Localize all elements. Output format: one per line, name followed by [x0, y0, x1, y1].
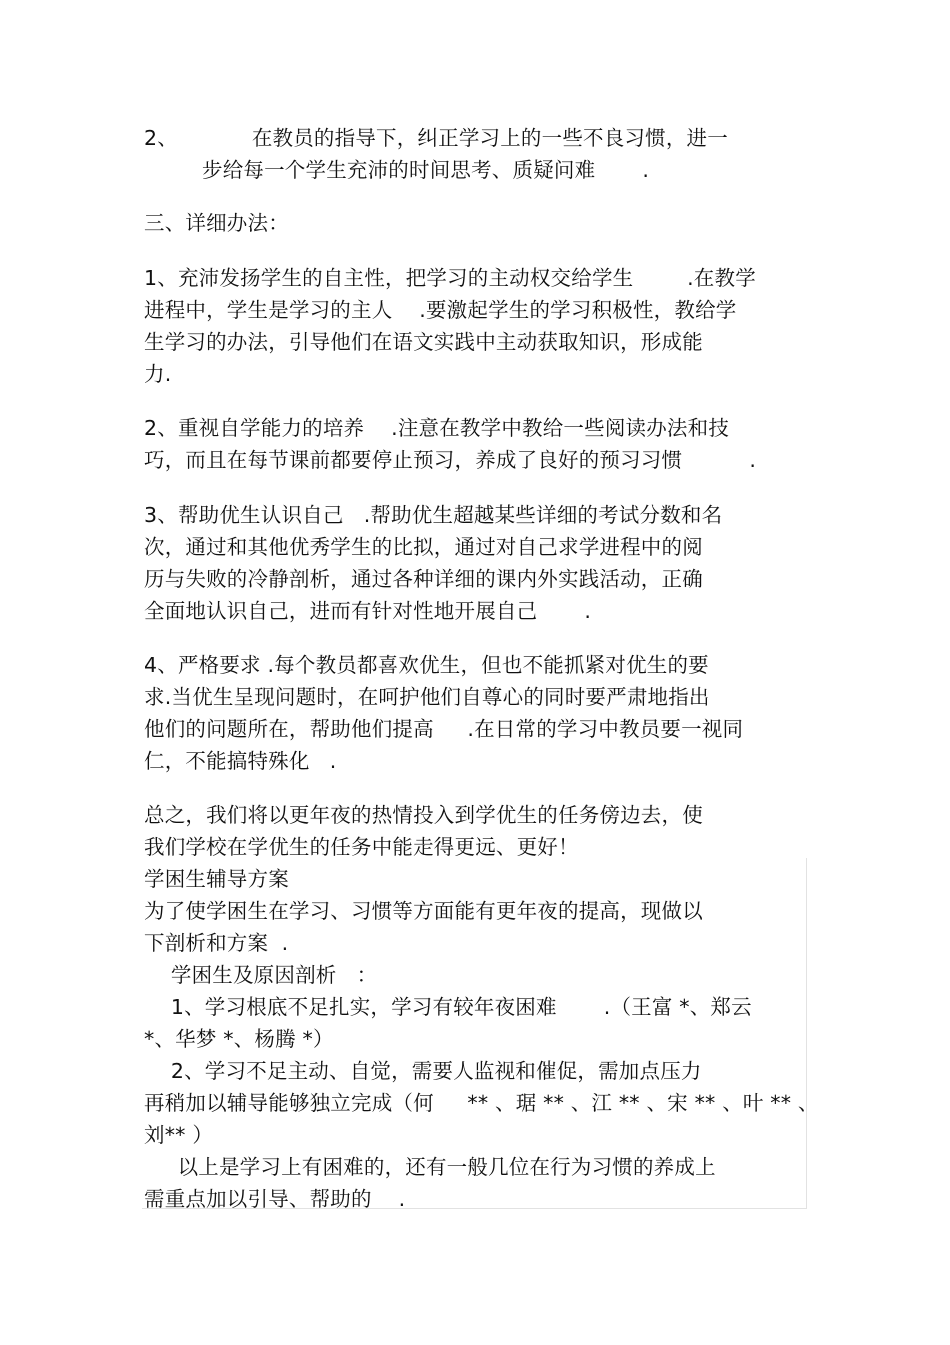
text-line: 进程中，学生是学习的主人 .要激起学生的学习积极性，教给学	[144, 298, 737, 322]
text-line: 3、帮助优生认识自己 .帮助优生超越某些详细的考试分数和名	[144, 503, 723, 527]
text-line: 力.	[144, 362, 172, 386]
text-line: 2、学习不足主动、自觉，需要人监视和催促，需加点压力	[144, 1059, 702, 1083]
text-line: 生学习的办法，引导他们在语文实践中主动获取知识，形成能	[144, 330, 703, 354]
text-line: 下剖析和方案 .	[144, 931, 289, 955]
text-line: 总之，我们将以更年夜的热情投入到学优生的任务傍边去，使	[144, 803, 703, 827]
text-line: 再稍加以辅导能够独立完成（何 ** 、琚 ** 、江 ** 、宋 ** 、叶 ** 、	[144, 1091, 819, 1115]
plan-title: 学困生辅导方案	[144, 867, 289, 891]
text-line: 刘** ）	[144, 1123, 214, 1147]
text-line: *、华梦 *、杨腾 *）	[144, 1027, 334, 1051]
text-line: 次，通过和其他优秀学生的比拟，通过对自己求学进程中的阅	[144, 535, 703, 559]
text-line: 步给每一个学生充沛的时间思考、质疑问难 .	[202, 158, 650, 182]
text-line: 巧，而且在每节课前都要停止预习，养成了良好的预习习惯 .	[144, 448, 757, 472]
text-line: 2、 在教员的指导下，纠正学习上的一些不良习惯，进一	[144, 126, 728, 150]
text-line: 历与失败的冷静剖析，通过各种详细的课内外实践活动，正确	[144, 567, 703, 591]
text-line: 求.当优生呈现问题时，在呵护他们自尊心的同时要严肃地指出	[144, 685, 710, 709]
text-line: 以上是学习上有困难的，还有一般几位在行为习惯的养成上	[144, 1155, 716, 1179]
section-heading: 三、详细办法：	[144, 211, 289, 235]
text-line: 他们的问题所在，帮助他们提高 .在日常的学习中教员要一视同	[144, 717, 744, 741]
text-line: 仁，不能搞特殊化 .	[144, 749, 337, 773]
text-line: 为了使学困生在学习、习惯等方面能有更年夜的提高，现做以	[144, 899, 703, 923]
text-line: 2、重视自学能力的培养 .注意在教学中教给一些阅读办法和技	[144, 416, 730, 440]
text-line: 1、学习根底不足扎实，学习有较年夜困难 .（王富 *、郑云	[144, 995, 752, 1019]
text-line: 1、充沛发扬学生的自主性，把学习的主动权交给学生 .在教学	[144, 266, 756, 290]
text-line: 我们学校在学优生的任务中能走得更远、更好！	[144, 835, 579, 859]
text-line: 需重点加以引导、帮助的 .	[144, 1187, 406, 1211]
text-line: 学困生及原因剖析 ：	[144, 963, 378, 987]
text-line: 4、严格要求 .每个教员都喜欢优生，但也不能抓紧对优生的要	[144, 653, 709, 677]
text-line: 全面地认识自己，进而有针对性地开展自己 .	[144, 599, 592, 623]
